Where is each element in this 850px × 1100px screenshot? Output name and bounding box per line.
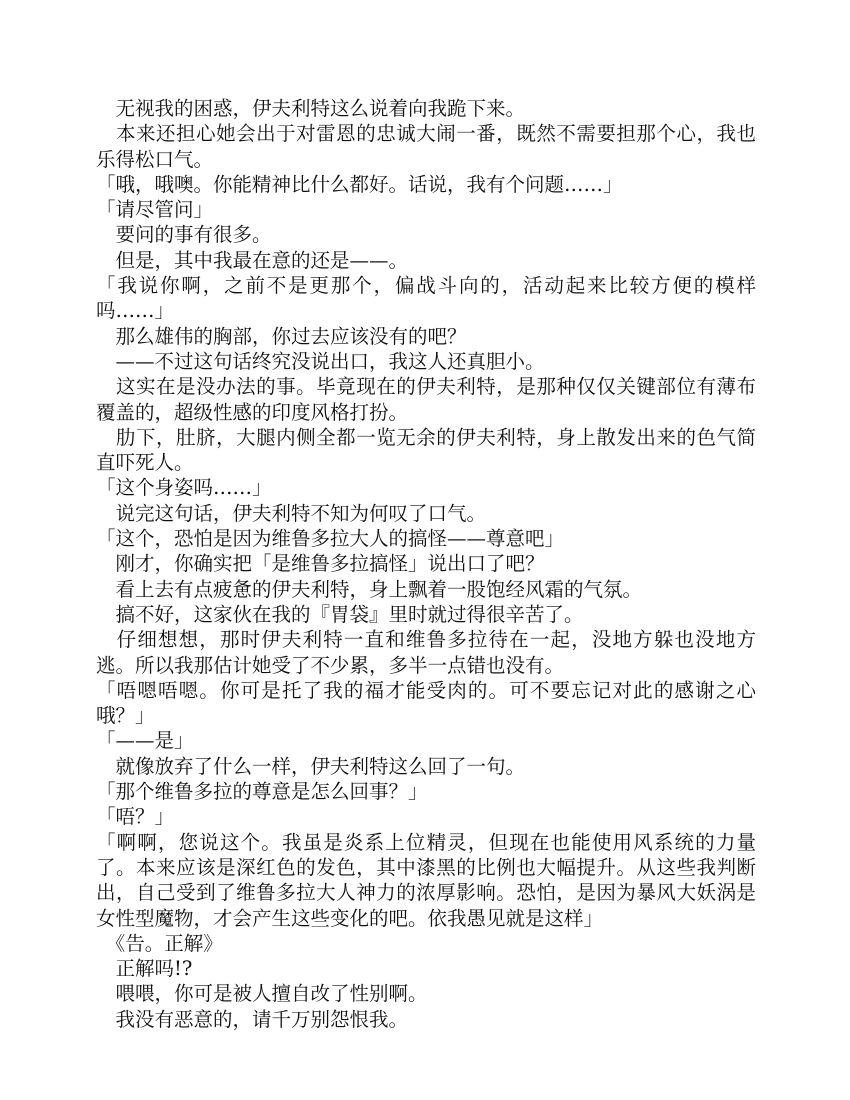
paragraph: 本来还担心她会出于对雷恩的忠诚大闹一番，既然不需要担那个心，我也乐得松口气。 — [96, 122, 756, 171]
paragraph: 「这个身姿吗……」 — [96, 476, 272, 500]
paragraph: 要问的事有很多。 — [96, 223, 272, 247]
paragraph: 「啊啊，您说这个。我虽是炎系上位精灵，但现在也能使用风系统的力量了。本来应该是深红色的发色，其中漆黑的比例也大幅提升。从这些我判断出，自己受到了维鲁多拉大人神力的浓厚影响。恐怕，是因为暴风大妖涡是女性型魔物，才会产生这些变化的吧。依我愚见就是这样」 — [96, 830, 756, 930]
paragraph: 「哦，哦噢。你能精神比什么都好。话说，我有个问题……」 — [96, 172, 623, 196]
paragraph: 喂喂，你可是被人擅自改了性别啊。 — [96, 982, 428, 1006]
paragraph: 无视我的困惑，伊夫利特这么说着向我跪下来。 — [96, 97, 526, 120]
paragraph: 《告。正解》 — [96, 931, 223, 955]
paragraph: 仔细想想，那时伊夫利特一直和维鲁多拉待在一起，没地方躲也没地方逃。所以我那估计她受了不少累，多半一点错也没有。 — [96, 628, 756, 677]
paragraph: 这实在是没办法的事。毕竟现在的伊夫利特，是那种仅仅关键部位有薄布覆盖的，超级性感的印度风格打扮。 — [96, 375, 756, 424]
paragraph: 但是，其中我最在意的还是——。 — [96, 248, 409, 272]
paragraph: 正解吗!? — [96, 957, 193, 981]
paragraph: 「唔？」 — [96, 805, 175, 829]
paragraph: 看上去有点疲惫的伊夫利特，身上飘着一股饱经风霜的气氛。 — [96, 577, 643, 601]
paragraph: 「这个，恐怕是因为维鲁多拉大人的搞怪——尊意吧」 — [96, 527, 565, 551]
paragraph: 说完这句话，伊夫利特不知为何叹了口气。 — [96, 501, 487, 525]
paragraph: 「那个维鲁多拉的尊意是怎么回事？」 — [96, 780, 428, 804]
paragraph: 「我说你啊，之前不是更那个，偏战斗向的，活动起来比较方便的模样吗……」 — [96, 274, 756, 323]
paragraph: 搞不好，这家伙在我的『胃袋』里时就过得很辛苦了。 — [96, 602, 584, 626]
paragraph: 「——是」 — [96, 729, 194, 753]
paragraph: ——不过这句话终究没说出口，我这人还真胆小。 — [96, 349, 545, 373]
paragraph: 我没有恶意的，请千万别怨恨我。 — [96, 1007, 409, 1031]
paragraph: 肋下，肚脐，大腿内侧全都一览无余的伊夫利特，身上散发出来的色气简直吓死人。 — [96, 425, 756, 475]
novel-page — [96, 96, 756, 1032]
paragraph: 那么雄伟的胸部，你过去应该没有的吧？ — [96, 324, 467, 348]
paragraph: 就像放弃了什么一样，伊夫利特这么回了一句。 — [96, 754, 526, 778]
paragraph: 「请尽管问」 — [96, 198, 214, 222]
paragraph: 「唔嗯唔嗯。你可是托了我的福才能受肉的。可不要忘记对此的感谢之心哦？」 — [96, 678, 756, 728]
paragraph: 刚才，你确实把「是维鲁多拉搞怪」说出口了吧？ — [96, 552, 545, 576]
